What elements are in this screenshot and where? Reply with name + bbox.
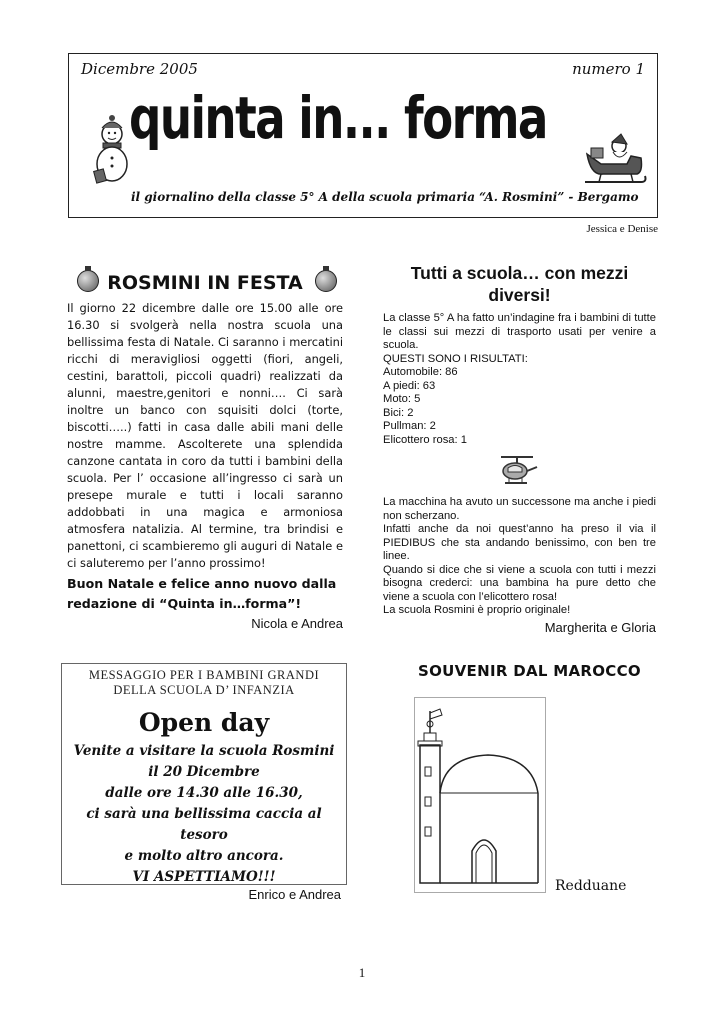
survey-results — [383, 353, 656, 448]
open-day-line: dalle ore 14.30 alle 16.30, — [105, 785, 303, 801]
article-title: ROSMINI IN FESTA — [107, 272, 303, 294]
open-day-title: Open day — [138, 708, 270, 737]
masthead-credit: Jessica e Denise — [586, 223, 658, 235]
article-paragraph: La macchina ha avuto un successone ma anche i piedi non scherzano. — [383, 496, 656, 522]
open-day-header: MESSAGGIO PER I BAMBINI GRANDI — [88, 668, 320, 682]
newspaper-title: quinta in... forma — [129, 84, 547, 152]
open-day-line: ci sarà una bellissima caccia al tesoro — [86, 806, 322, 843]
christmas-ornament-icon — [315, 270, 337, 292]
open-day-line: VI ASPETTIAMO!!! — [132, 869, 276, 885]
article-body: Il giorno 22 dicembre dalle ore 15.00 alle ore 16.30 si svolgerà nella nostra scuola una bellissima festa di Natale. Ci saranno i mercatini ricchi di meravigliosi oggetti (fiori, angeli, cestini, barattoli, piccoli quadri) realizzati da alunni, maestre,genitori e nonni…. Ci sarà inoltre un banco con squisiti dolci (torte, biscotti…..) fatti in casa dalle abili mani delle nostre mamme. Ascolterete una splendida canzone cantata in coro da tutti i bambini della scuola. Per l’ occasione all’ingresso ci sarà un presepe murale e tutti i locali saranno addobbati in una magica e armoniosa atmosfera natalizia. Al termine, tra brindisi e panettoni, ci scambieremo gli auguri di Natale e ci saluteremo per l’anno prossimo! — [67, 301, 343, 570]
helicopter-icon — [495, 453, 539, 487]
souvenir-title: SOUVENIR DAL MAROCCO — [418, 662, 641, 680]
open-day-line: il 20 Dicembre — [148, 764, 260, 780]
article-author: Margherita e Gloria — [544, 619, 656, 635]
snowman-icon — [91, 114, 133, 186]
article-paragraph: La scuola Rosmini è proprio originale! — [383, 604, 571, 616]
issue-number: numero 1 — [572, 60, 645, 78]
article-paragraph: Infatti anche da noi quest’anno ha preso il via il PIEDIBUS che sta andando benissimo, con ben tre linee. — [383, 523, 656, 562]
result-item: Elicottero rosa: 1 — [383, 433, 467, 446]
newspaper-subtitle: il giornalino della classe 5° A della scuola primaria “A. Rosmini” - Bergamo — [131, 190, 639, 204]
drawing-author: Redduane — [555, 878, 627, 894]
article-rosmini-in-festa — [67, 268, 343, 631]
open-day-line: e molto altro ancora. — [124, 848, 284, 864]
article-tutti-a-scuola — [383, 262, 656, 635]
article-intro: La classe 5° A ha fatto un’indagine fra i bambini di tutte le classi sui mezzi di trasporto usati per venire a scuola. — [383, 312, 656, 351]
page-number: 1 — [358, 965, 366, 980]
open-day-message — [62, 741, 346, 888]
santa-sleigh-icon — [581, 132, 647, 190]
christmas-ornament-icon — [77, 270, 99, 292]
moroccan-building-drawing — [414, 697, 546, 893]
article-greeting: Buon Natale e felice anno nuovo dalla redazione di “Quinta in…forma”! — [67, 576, 337, 611]
open-day-author: Enrico e Andrea — [248, 887, 341, 902]
result-item: A piedi: 63 — [383, 379, 436, 392]
result-item: Automobile: 86 — [383, 366, 458, 378]
results-heading: QUESTI SONO I RISULTATI: — [383, 352, 528, 365]
masthead — [68, 53, 658, 218]
article-author: Nicola e Andrea — [251, 616, 343, 631]
open-day-header: DELLA SCUOLA D’ INFANZIA — [113, 683, 295, 697]
open-day-box — [61, 663, 347, 885]
article-title-wrapper — [67, 268, 343, 298]
result-item: Moto: 5 — [383, 393, 421, 405]
result-item: Pullman: 2 — [383, 420, 436, 432]
article-paragraph: Quando si dice che si viene a scuola con tutti i mezzi bisogna crederci: una bambina ha pure detto che viene a scuola con l’elicottero rosa! — [383, 563, 656, 603]
article-title: Tutti a scuola… con mezzi diversi! — [410, 263, 629, 305]
result-item: Bici: 2 — [383, 406, 414, 419]
issue-date: Dicembre 2005 — [81, 60, 198, 78]
open-day-line: Venite a visitare la scuola Rosmini — [73, 743, 335, 759]
